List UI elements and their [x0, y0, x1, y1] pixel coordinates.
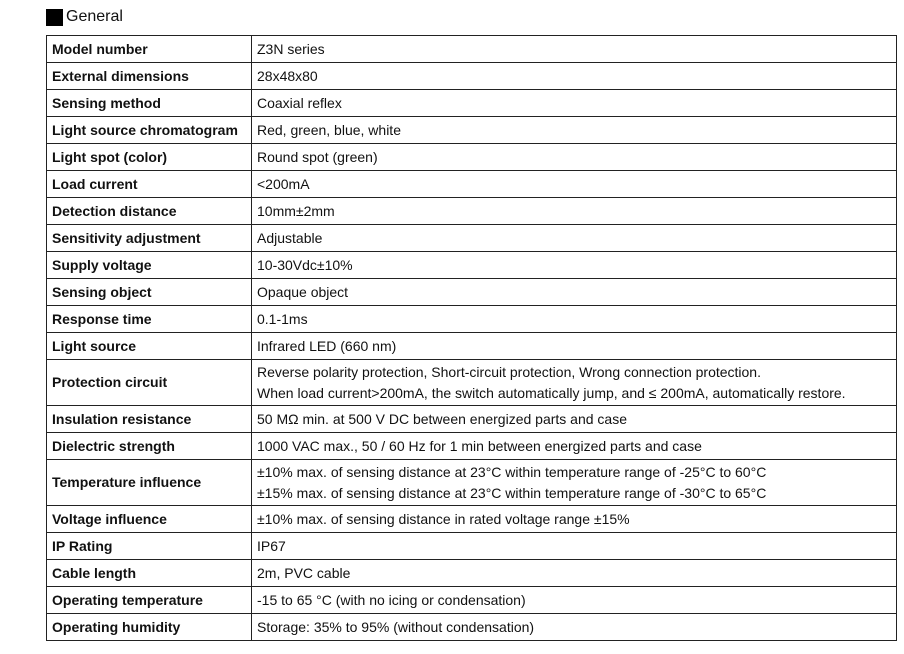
spec-label: Model number	[47, 36, 252, 63]
table-row	[47, 117, 897, 144]
table-row	[47, 90, 897, 117]
spec-label: Sensing object	[47, 279, 252, 306]
spec-value-line: 10mm±2mm	[257, 202, 335, 219]
spec-value	[252, 36, 897, 63]
spec-label: External dimensions	[47, 63, 252, 90]
spec-value-line: 50 MΩ min. at 500 V DC between energized parts and case	[257, 410, 628, 427]
spec-value	[252, 144, 897, 171]
table-row	[47, 360, 897, 406]
spec-value-line: Adjustable	[257, 229, 323, 246]
spec-value-line: ±10% max. of sensing distance at 23°C within temperature range of -25°C to 60°C	[257, 463, 767, 480]
spec-value-line: Infrared LED (660 nm)	[257, 337, 397, 354]
spec-value-line: <200mA	[257, 175, 310, 192]
table-row	[47, 406, 897, 433]
table-row	[47, 198, 897, 225]
spec-value-line: Red, green, blue, white	[257, 121, 401, 138]
section-title: General	[66, 8, 123, 25]
spec-value	[252, 306, 897, 333]
table-row	[47, 433, 897, 460]
spec-value	[252, 171, 897, 198]
table-row	[47, 252, 897, 279]
spec-label: Cable length	[47, 560, 252, 587]
table-row	[47, 171, 897, 198]
table-row	[47, 279, 897, 306]
table-row	[47, 36, 897, 63]
square-bullet-icon	[46, 9, 63, 26]
spec-label: Insulation resistance	[47, 406, 252, 433]
spec-value	[252, 63, 897, 90]
spec-label: Sensing method	[47, 90, 252, 117]
spec-label: Supply voltage	[47, 252, 252, 279]
spec-value-line: Z3N series	[257, 40, 325, 57]
table-row	[47, 63, 897, 90]
spec-label: Voltage influence	[47, 506, 252, 533]
spec-value	[252, 560, 897, 587]
spec-value-line: ±15% max. of sensing distance at 23°C within temperature range of -30°C to 65°C	[257, 484, 767, 501]
spec-value	[252, 225, 897, 252]
table-row	[47, 614, 897, 641]
spec-label: Detection distance	[47, 198, 252, 225]
table-row	[47, 587, 897, 614]
spec-value-line: -15 to 65 °C (with no icing or condensation)	[257, 591, 526, 608]
table-row	[47, 533, 897, 560]
spec-value	[252, 252, 897, 279]
table-row	[47, 144, 897, 171]
spec-label: Operating temperature	[47, 587, 252, 614]
spec-value-line: Storage: 35% to 95% (without condensation)	[257, 618, 535, 635]
spec-value-line: 1000 VAC max., 50 / 60 Hz for 1 min between energized parts and case	[257, 437, 702, 454]
spec-value	[252, 587, 897, 614]
table-row	[47, 306, 897, 333]
spec-label: Light source chromatogram	[47, 117, 252, 144]
spec-value	[252, 333, 897, 360]
spec-value	[252, 460, 897, 506]
spec-value-line: Reverse polarity protection, Short-circuit protection, Wrong connection protection.	[257, 363, 761, 380]
spec-value	[252, 279, 897, 306]
table-row	[47, 506, 897, 533]
spec-value-line: Opaque object	[257, 283, 349, 300]
spec-label: Load current	[47, 171, 252, 198]
spec-value-line: 2m, PVC cable	[257, 564, 351, 581]
section-heading	[46, 6, 123, 28]
spec-value	[252, 614, 897, 641]
spec-value-line: Coaxial reflex	[257, 94, 342, 111]
spec-table	[46, 35, 897, 641]
spec-value	[252, 406, 897, 433]
spec-label: Light spot (color)	[47, 144, 252, 171]
spec-value	[252, 198, 897, 225]
table-row	[47, 333, 897, 360]
spec-value	[252, 90, 897, 117]
spec-value	[252, 506, 897, 533]
spec-value-line: Round spot (green)	[257, 148, 378, 165]
spec-label: IP Rating	[47, 533, 252, 560]
table-row	[47, 460, 897, 506]
spec-label: Dielectric strength	[47, 433, 252, 460]
spec-value-line: 10-30Vdc±10%	[257, 256, 353, 273]
spec-value-line: ±10% max. of sensing distance in rated voltage range ±15%	[257, 510, 630, 527]
spec-label: Temperature influence	[47, 460, 252, 506]
spec-value	[252, 360, 897, 406]
spec-value	[252, 117, 897, 144]
table-row	[47, 560, 897, 587]
spec-table-body	[47, 36, 897, 641]
spec-value	[252, 433, 897, 460]
spec-value-line: 28x48x80	[257, 67, 318, 84]
spec-value-line: 0.1-1ms	[257, 310, 308, 327]
spec-label: Response time	[47, 306, 252, 333]
spec-label: Light source	[47, 333, 252, 360]
spec-value-line: IP67	[257, 537, 286, 554]
spec-value-line: When load current>200mA, the switch automatically jump, and ≤ 200mA, automatically restore.	[257, 384, 846, 401]
spec-label: Operating humidity	[47, 614, 252, 641]
spec-label: Protection circuit	[47, 360, 252, 406]
spec-value	[252, 533, 897, 560]
spec-label: Sensitivity adjustment	[47, 225, 252, 252]
table-row	[47, 225, 897, 252]
